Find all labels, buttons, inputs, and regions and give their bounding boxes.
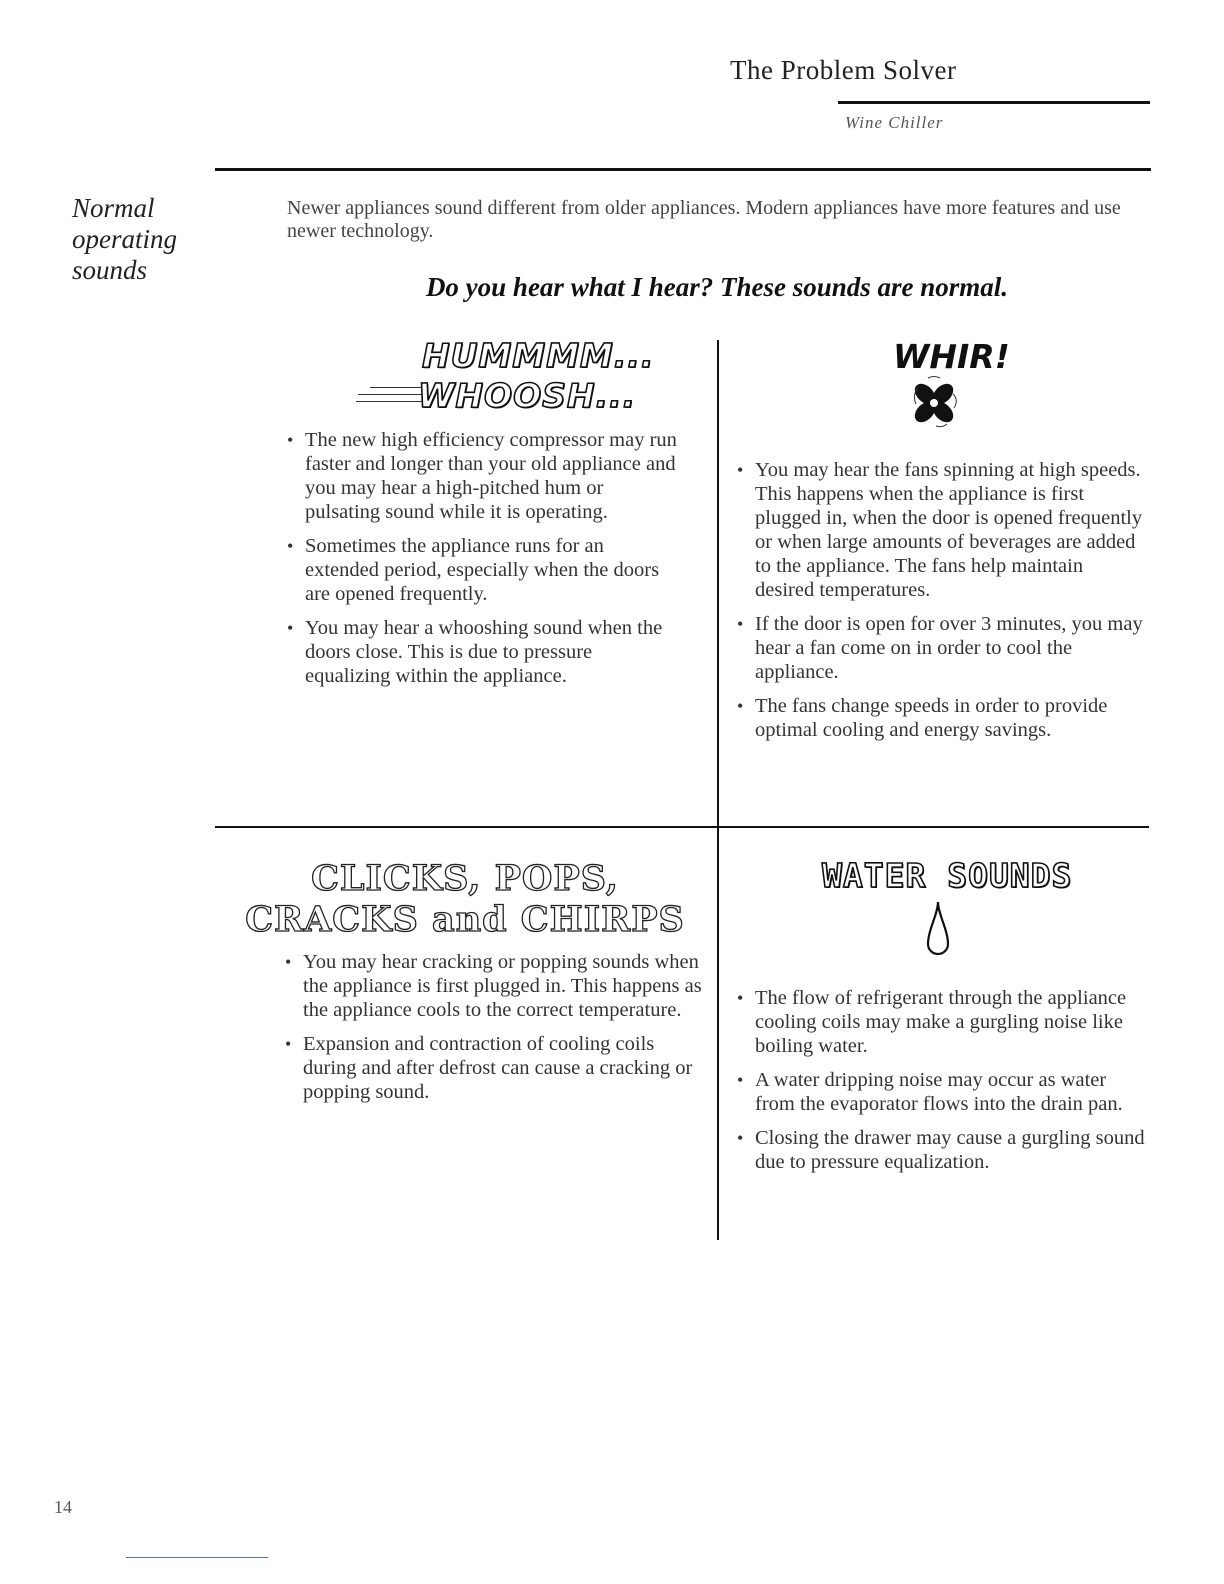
whir-title: WHIR!	[893, 337, 1010, 376]
list-item: • You may hear the fans spinning at high speeds. This happens when the appliance is first plugged in, when the door is opened frequently or when large amounts of beverages are added to the appliance. The fans help maintain desired temperatures.	[737, 458, 1147, 602]
list-item: • The fans change speeds in order to provide optimal cooling and energy savings.	[737, 694, 1147, 742]
list-item: • You may hear cracking or popping sounds when the appliance is first plugged in. This happens as the appliance cools to the correct temperature.	[285, 950, 705, 1022]
page-number: 14	[54, 1497, 72, 1517]
list-item: • Expansion and contraction of cooling coils during and after defrost can cause a cracking or popping sound.	[285, 1032, 705, 1104]
clicks-title	[215, 858, 715, 940]
clicks-title-line: CLICKS, POPS,	[311, 858, 619, 899]
section-heading-line: Normal	[72, 193, 155, 223]
title-divider	[838, 101, 1150, 104]
grid-horizontal-divider	[215, 826, 1149, 828]
clicks-sound-list	[285, 950, 705, 1114]
clicks-title-line: CRACKS and CHIRPS	[245, 899, 685, 940]
list-item: • The new high efficiency compressor may run faster and longer than your old appliance and you may hear a high-pitched hum or pulsating sound while it is operating.	[287, 428, 677, 524]
fan-icon	[896, 374, 972, 432]
list-item: • You may hear a whooshing sound when the doors close. This is due to pressure equalizing within the appliance.	[287, 616, 677, 688]
water-sounds-title: WATER SOUNDS	[822, 856, 1073, 895]
tagline: Do you hear what I hear? These sounds are normal.	[425, 272, 1009, 302]
section-heading-line: sounds	[72, 255, 148, 285]
page-title: The Problem Solver	[730, 55, 957, 85]
header-divider	[215, 168, 1151, 171]
hum-title: HUMMMM...	[422, 336, 655, 375]
list-item: • If the door is open for over 3 minutes, you may hear a fan come on in order to cool the appliance.	[737, 612, 1147, 684]
section-heading-line: operating	[72, 224, 177, 254]
list-item: • Sometimes the appliance runs for an extended period, especially when the doors are opened frequently.	[287, 534, 677, 606]
intro-paragraph: Newer appliances sound different from older appliances. Modern appliances have more features and use newer technology.	[287, 197, 1121, 242]
section-heading	[72, 193, 177, 286]
hum-sound-list	[287, 428, 677, 698]
whir-sound-list	[737, 458, 1147, 752]
grid-vertical-divider	[717, 340, 719, 1240]
page-subtitle: Wine Chiller	[845, 113, 944, 132]
list-item: • The flow of refrigerant through the appliance cooling coils may make a gurgling noise like boiling water.	[737, 986, 1147, 1058]
list-item: • A water dripping noise may occur as water from the evaporator flows into the drain pan.	[737, 1068, 1147, 1116]
wind-lines-icon	[356, 384, 426, 406]
water-drop-icon	[924, 900, 952, 962]
whoosh-title: WHOOSH...	[418, 376, 637, 415]
list-item: • Closing the drawer may cause a gurgling sound due to pressure equalization.	[737, 1126, 1147, 1174]
bottom-rule	[126, 1557, 268, 1558]
water-sound-list	[737, 986, 1147, 1184]
